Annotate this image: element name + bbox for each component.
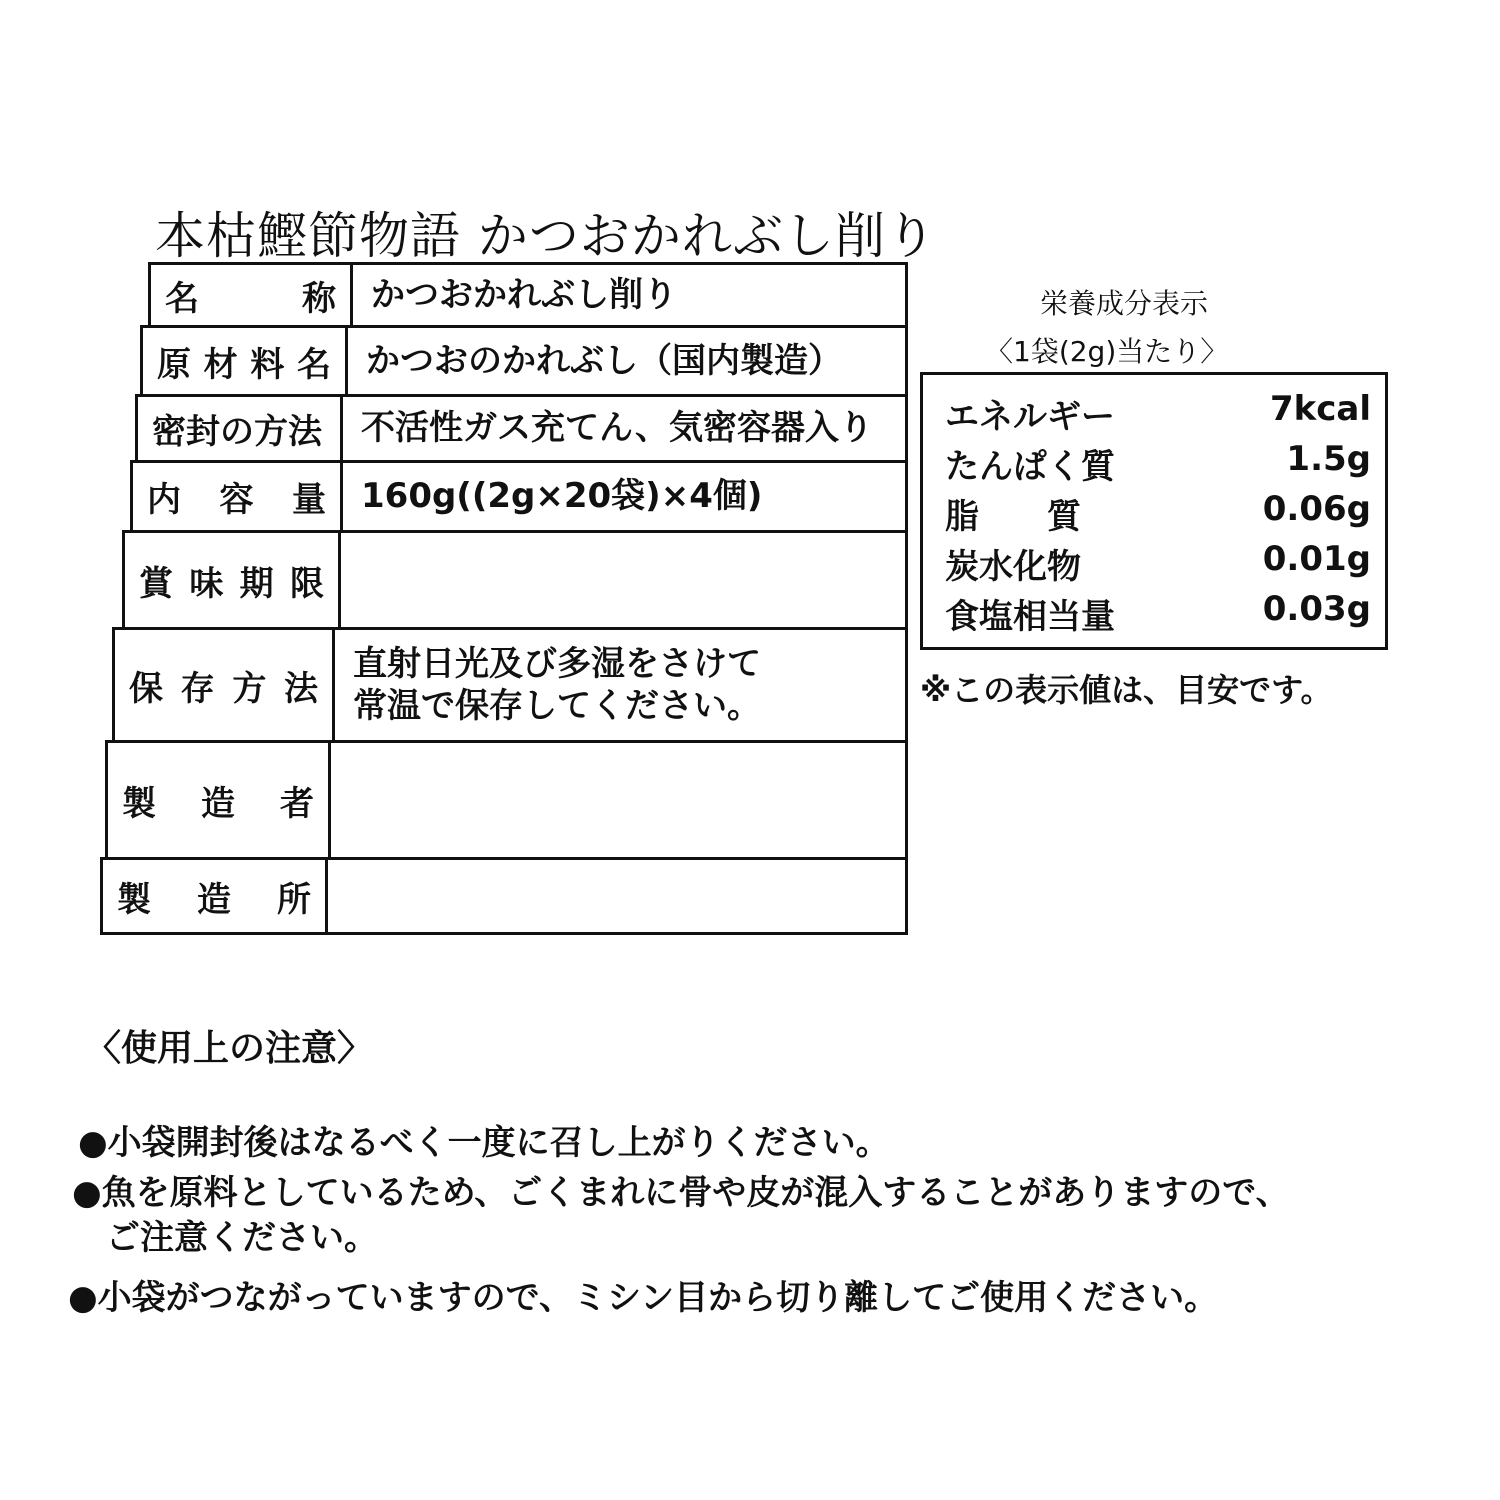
row-value [341, 533, 905, 627]
value-line: 常温で保存してください。 [353, 686, 761, 726]
label-char: 内 [147, 480, 181, 520]
nutrition-row [945, 489, 1371, 538]
label-char: 期 [239, 563, 274, 604]
nutrition-table [920, 372, 1388, 650]
row-label [125, 533, 341, 627]
nutrition-row [945, 589, 1371, 638]
nutrient-name: 脂 質 [945, 497, 1081, 537]
table-row [140, 325, 908, 397]
label-char: 保 [129, 668, 163, 709]
row-label [108, 743, 331, 857]
nutrition-row [945, 439, 1371, 488]
value-line: 不活性ガス充てん、気密容器入り [361, 408, 874, 449]
row-value [343, 463, 905, 530]
label-char: 製 [117, 879, 151, 920]
row-value [335, 630, 905, 740]
label-char: 所 [277, 879, 311, 920]
label-char: 味 [189, 563, 224, 604]
label-char: 材 [203, 344, 238, 385]
row-label [138, 397, 343, 460]
caution-item: ●小袋がつながっていますので、ミシン目から切り離してご使用ください。 [68, 1278, 1219, 1318]
product-title: 本枯鰹節物語 かつおかれぶし削り [155, 207, 937, 265]
row-value [348, 328, 905, 394]
nutrient-name: エネルギー [945, 397, 1115, 437]
row-label [143, 328, 348, 394]
nutrition-row [945, 389, 1371, 438]
nutrition-subtitle: 〈1袋(2g)当たり〉 [985, 335, 1229, 368]
caution-item: ●小袋開封後はなるべく一度に召し上がりください。 [78, 1123, 890, 1163]
nutrient-name: 食塩相当量 [945, 597, 1115, 637]
label-char: 称 [302, 278, 336, 319]
nutrient-value: 0.06g [1262, 489, 1371, 529]
label-char: 限 [289, 563, 324, 604]
nutrition-note: ※この表示値は、目安です。 [920, 671, 1333, 709]
label-char: 容 [219, 480, 254, 520]
table-row [130, 460, 908, 533]
nutrient-value: 7kcal [1269, 389, 1371, 429]
nutrition-title: 栄養成分表示 [1040, 287, 1209, 320]
row-label [115, 630, 335, 740]
nutrient-name: たんぱく質 [945, 447, 1115, 487]
label-char: 存 [180, 668, 215, 709]
caution-item: ご注意ください。 [72, 1218, 378, 1258]
nutrient-value: 0.03g [1262, 589, 1371, 629]
nutrient-name: 炭水化物 [945, 547, 1081, 587]
caution-heading: 〈使用上の注意〉 [85, 1028, 374, 1069]
table-row [135, 394, 908, 463]
label-char: 者 [280, 783, 314, 824]
table-row [100, 857, 908, 935]
table-row [105, 740, 908, 860]
value-line: 160g((2g×20袋)×4個) [361, 476, 763, 517]
label-char: 賞 [139, 563, 173, 604]
label-char: 密封の方法 [152, 412, 322, 452]
label-char: 法 [283, 668, 318, 709]
row-label [151, 265, 353, 325]
label-char: 製 [122, 783, 156, 824]
nutrient-value: 1.5g [1286, 439, 1371, 479]
label-char: 量 [292, 480, 326, 520]
value-line: 直射日光及び多湿をさけて [353, 643, 761, 684]
label-char: 名 [296, 344, 331, 385]
label-char: 造 [197, 879, 231, 920]
row-label [103, 860, 328, 932]
table-row [148, 262, 908, 328]
label-char: 料 [250, 344, 285, 385]
table-row [122, 530, 908, 630]
row-value [331, 743, 905, 857]
row-label [133, 463, 343, 530]
label-char: 原 [157, 344, 191, 385]
value-line: かつおかれぶし削り [371, 274, 677, 315]
row-value [328, 860, 905, 932]
nutrition-row [945, 539, 1371, 588]
label-char: 造 [201, 783, 235, 824]
row-value [343, 397, 905, 460]
nutrient-value: 0.01g [1262, 539, 1371, 579]
row-value [353, 265, 905, 325]
label-char: 方 [232, 668, 267, 709]
caution-item: ●魚を原料としているため、ごくまれに骨や皮が混入することがありますので、 [72, 1173, 1290, 1213]
label-char: 名 [165, 278, 199, 319]
table-row [112, 627, 908, 743]
value-line: かつおのかれぶし（国内製造） [366, 340, 842, 381]
